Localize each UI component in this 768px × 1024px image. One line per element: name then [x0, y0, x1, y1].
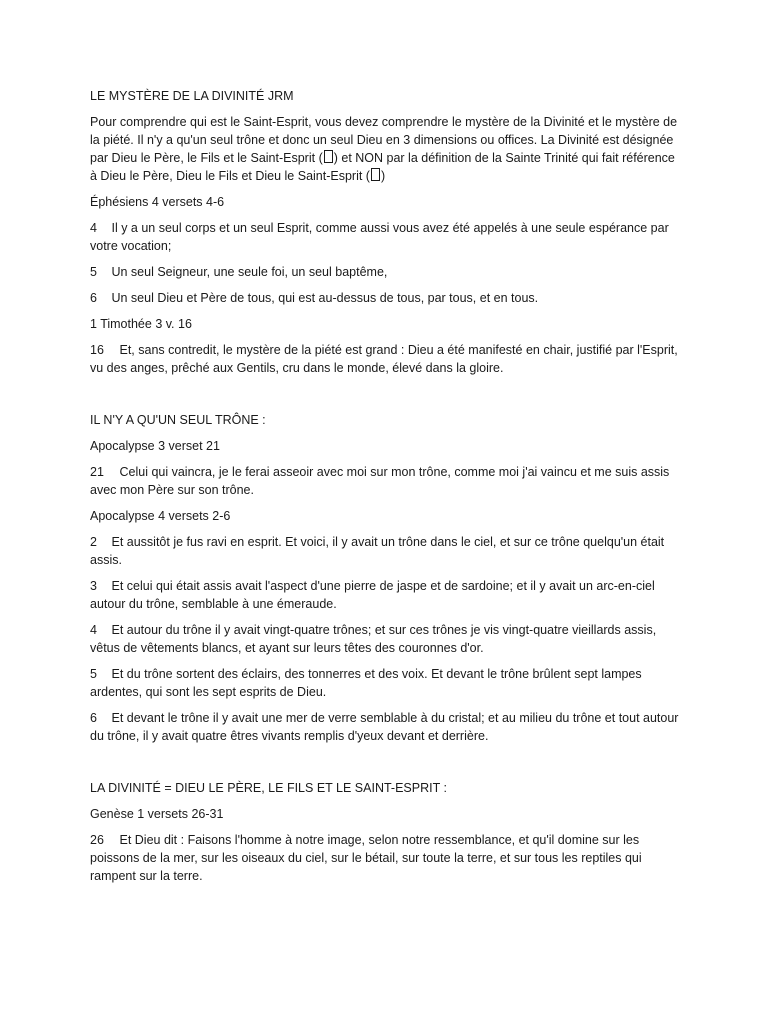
verse-text: Et Dieu dit : Faisons l'homme à notre image, selon notre ressemblance, et qu'il domine sur les poissons de la mer, sur les oiseaux du ciel, sur le bétail, sur toute la terre, et sur tous les reptiles qui rampent sur la terre. [90, 833, 642, 883]
verse-number: 4 [90, 221, 97, 235]
verse-text: Et aussitôt je fus ravi en esprit. Et voici, il y avait un trône dans le ciel, et sur ce trône quelqu'un était assis. [90, 535, 665, 567]
reference-apocalypse-4: Apocalypse 4 versets 2-6 [90, 509, 231, 523]
verse-number: 5 [90, 265, 97, 279]
verse-paragraph [90, 577, 680, 613]
verse-number: 5 [90, 667, 97, 681]
verse-paragraph [90, 831, 680, 885]
verse-paragraph [90, 709, 680, 745]
verse-number: 6 [90, 291, 97, 305]
verse-paragraph [90, 219, 680, 255]
verse-paragraph [90, 289, 680, 307]
verse-number: 16 [90, 343, 104, 357]
intro-paragraph [90, 113, 680, 185]
verse-number: 2 [90, 535, 97, 549]
verse-paragraph [90, 341, 680, 377]
verse-text: Un seul Dieu et Père de tous, qui est au-dessus de tous, par tous, et en tous. [111, 291, 539, 305]
verse-number: 21 [90, 465, 104, 479]
missing-glyph-icon [371, 168, 380, 181]
document-page [90, 87, 680, 893]
verse-text: Un seul Seigneur, une seule foi, un seul baptême, [111, 265, 388, 279]
missing-glyph-icon [324, 150, 333, 163]
verse-number: 6 [90, 711, 97, 725]
section-heading-throne: IL N'Y A QU'UN SEUL TRÔNE : [90, 413, 266, 427]
verse-text: Et autour du trône il y avait vingt-quatre trônes; et sur ces trônes je vis vingt-quatre vieillards assis, vêtus de vêtements blancs, et ayant sur leurs têtes des couronnes d'or. [90, 623, 657, 655]
verse-paragraph [90, 533, 680, 569]
intro-text-part3: ) [380, 169, 386, 183]
verse-text: Et du trône sortent des éclairs, des tonnerres et des voix. Et devant le trône brûlent sept lampes ardentes, qui sont les sept esprits de Dieu. [90, 667, 642, 699]
verse-paragraph [90, 621, 680, 657]
verse-paragraph [90, 463, 680, 499]
section-spacer [90, 753, 680, 779]
verse-number: 4 [90, 623, 97, 637]
verse-paragraph [90, 263, 680, 281]
verse-number: 3 [90, 579, 97, 593]
intro-text-part1: Pour comprendre qui est le Saint-Esprit, vous devez comprendre le mystère de la Divinité et le mystère de la piété. Il n'y a qu'un seul trône et donc un seul Dieu en 3 dimensions ou offices. La Divinité est désignée par Dieu le Père, le Fils et le Saint-Esprit ( [90, 115, 678, 165]
reference-ephesians: Éphésiens 4 versets 4-6 [90, 195, 225, 209]
verse-text: Et, sans contredit, le mystère de la piété est grand : Dieu a été manifesté en chair, justifié par l'Esprit, vu des anges, prêché aux Gentils, cru dans le monde, élevé dans la gloire. [90, 343, 678, 375]
verse-paragraph [90, 665, 680, 701]
verse-text: Il y a un seul corps et un seul Esprit, comme aussi vous avez été appelés à une seule espérance par votre vocation; [90, 221, 669, 253]
verse-text: Et celui qui était assis avait l'aspect d'une pierre de jaspe et de sardoine; et il y avait un arc-en-ciel autour du trône, semblable à une émeraude. [90, 579, 655, 611]
section-spacer [90, 385, 680, 411]
reference-apocalypse-3: Apocalypse 3 verset 21 [90, 439, 220, 453]
section-heading-divinite: LA DIVINITÉ = DIEU LE PÈRE, LE FILS ET LE SAINT-ESPRIT : [90, 781, 447, 795]
reference-genese: Genèse 1 versets 26-31 [90, 807, 224, 821]
intro-text-part2: ) et NON par la définition de la Sainte Trinité qui fait référence à Dieu le Père, Dieu le Fils et Dieu le Saint-Esprit ( [90, 151, 675, 183]
reference-timothee: 1 Timothée 3 v. 16 [90, 317, 192, 331]
document-title: LE MYSTÈRE DE LA DIVINITÉ JRM [90, 89, 294, 103]
verse-number: 26 [90, 833, 104, 847]
verse-text: Et devant le trône il y avait une mer de verre semblable à du cristal; et au milieu du trône et tout autour du trône, il y avait quatre êtres vivants remplis d'yeux devant et derrière. [90, 711, 679, 743]
verse-text: Celui qui vaincra, je le ferai asseoir avec moi sur mon trône, comme moi j'ai vaincu et me suis assis avec mon Père sur son trône. [90, 465, 670, 497]
